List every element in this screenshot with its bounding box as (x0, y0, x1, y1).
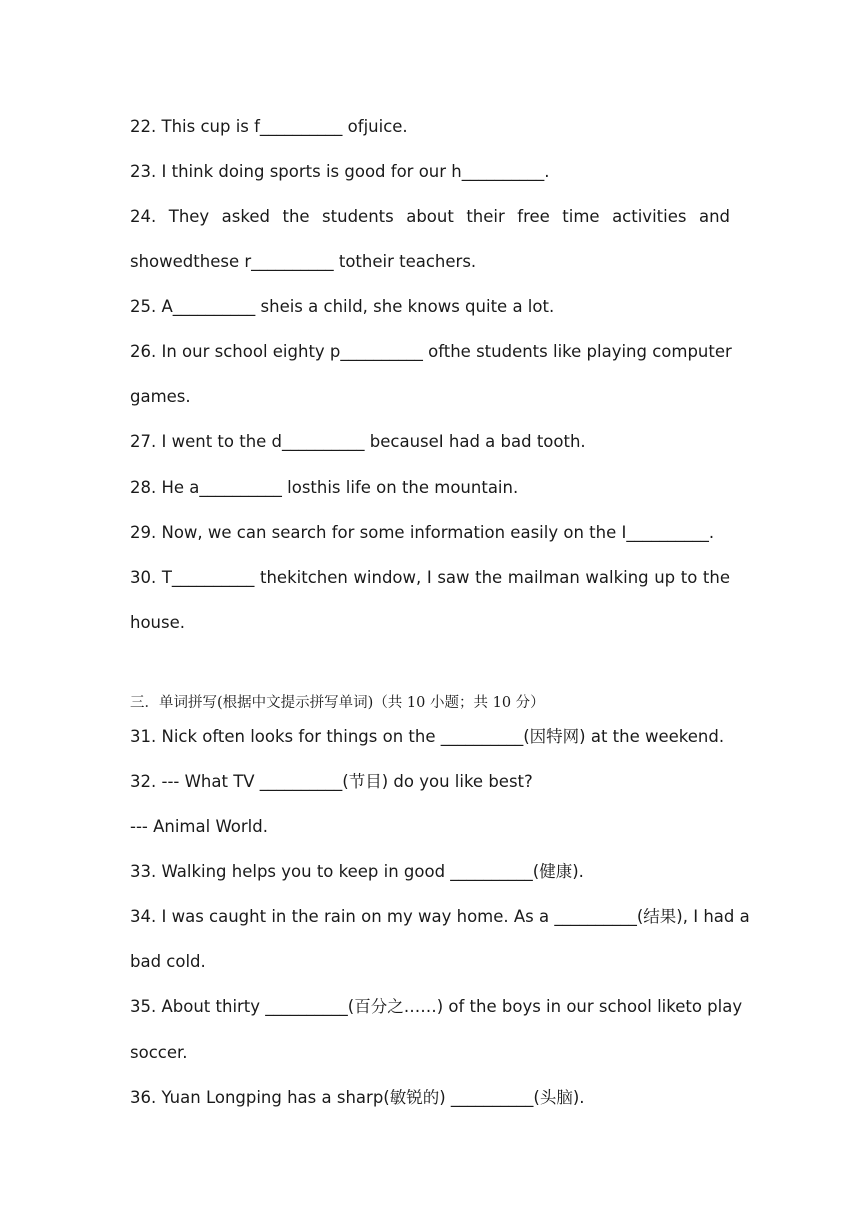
question-35-line-1: 35. About thirty __________(百分之……) of the boys in our school liketo play (130, 997, 743, 1016)
question-24-line-2: showedthese r__________ totheir teachers. (130, 252, 477, 271)
question-29: 29. Now, we can search for some information easily on the I__________. (130, 523, 715, 542)
question-30-line-2: house. (130, 613, 186, 632)
question-26-line-1: 26. In our school eighty p__________ ofthe students like playing computer (130, 342, 732, 361)
question-36: 36. Yuan Longping has a sharp(敏锐的) __________(头脑). (130, 1088, 585, 1107)
question-27: 27. I went to the d__________ becauseI had a bad tooth. (130, 432, 586, 451)
question-31: 31. Nick often looks for things on the __________(因特网) at the weekend. (130, 727, 725, 746)
question-32-line-2: --- Animal World. (130, 817, 268, 836)
question-26-line-2: games. (130, 387, 191, 406)
question-32-line-1: 32. --- What TV __________(节目) do you like best? (130, 772, 533, 791)
question-35-line-2: soccer. (130, 1043, 188, 1062)
question-23: 23. I think doing sports is good for our h__________. (130, 162, 550, 181)
question-22: 22. This cup is f__________ ofjuice. (130, 117, 408, 136)
question-28: 28. He a__________ losthis life on the mountain. (130, 478, 519, 497)
section-three-heading: 三．单词拼写(根据中文提示拼写单词)（共 10 小题；共 10 分） (130, 695, 545, 711)
question-34-line-2: bad cold. (130, 952, 206, 971)
question-30-line-1: 30. T__________ thekitchen window, I saw the mailman walking up to the (130, 568, 730, 587)
question-25: 25. A__________ sheis a child, she knows quite a lot. (130, 297, 555, 316)
question-24-line-1: 24. They asked the students about their free time activities and (130, 207, 730, 226)
question-33: 33. Walking helps you to keep in good __________(健康). (130, 862, 584, 881)
question-34-line-1: 34. I was caught in the rain on my way home. As a __________(结果), I had a (130, 907, 750, 926)
